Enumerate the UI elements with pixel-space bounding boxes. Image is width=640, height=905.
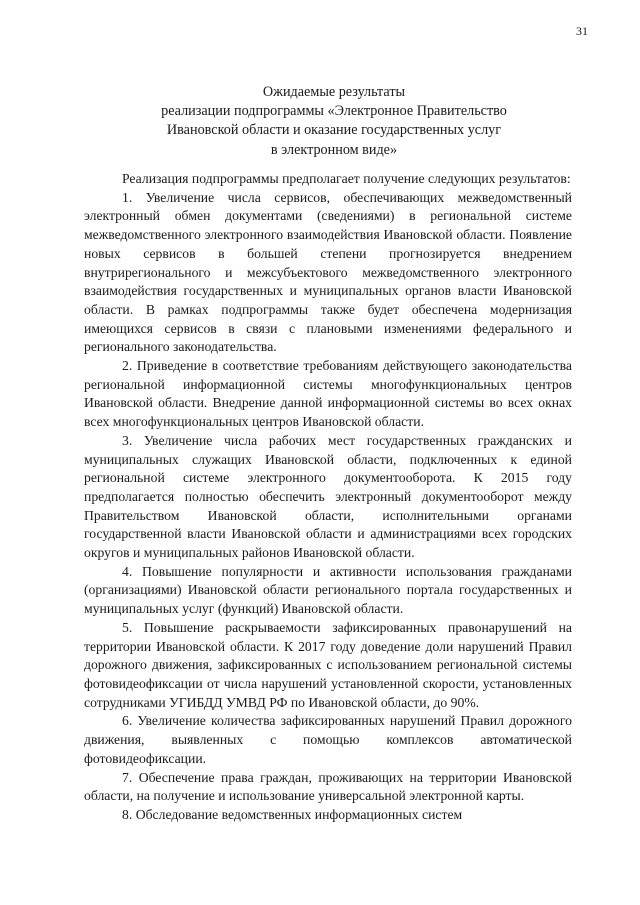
title-line-2: реализации подпрограммы «Электронное Правительство [161,103,507,120]
paragraph-item-8: 8. Обследование ведомственных информационных систем [122,806,463,822]
paragraph-item-3: 3. Увеличение числа рабочих мест государственных гражданских и муниципальных служащих Ивановской области, подключенных к единой региональной системе электронного документооборота. К 2015 году предполагается полностью обеспечить электронный документооборот между Правительством Ивановской области, исполнительными органами государственной власти Ивановской области и администрациями всех городских округов и муниципальных районов Ивановской области. [84,432,572,561]
paragraph-item-7: 7. Обеспечение права граждан, проживающих на территории Ивановской области, на получение и использование универсальной электронной карты. [84,769,572,804]
title-line-1: Ожидаемые результаты [262,84,406,100]
paragraph-item-1: 1. Увеличение числа сервисов, обеспечивающих межведомственный электронный обмен документами (сведениями) в региональной системе межведомственного электронного взаимодействия Ивановской области. Появление новых сервисов в большей степени прогнозируется внедрением внутрирегионального и межсубъектового межведомственного электронного взаимодействия государственных и муниципальных органов власти Ивановской области. В рамках подпрограммы также будет обеспечена модернизация имеющихся сервисов в связи с плановыми изменениями федерального и регионального законодательства. [84,189,572,355]
title-line-4: в электронном виде» [270,141,398,158]
document-body [84,170,572,825]
paragraph-item-6: 6. Увеличение количества зафиксированных нарушений Правил дорожного движения, выявленных с помощью комплексов автоматической фотовидеофиксации. [84,713,572,766]
paragraph-item-2: 2. Приведение в соответствие требованиям действующего законодательства региональной информационной системы многофункциональных центров Ивановской области. Внедрение данной информационной системы во всех окнах всех многофункциональных центров Ивановской области. [84,358,572,430]
page-number: 31 [576,24,588,38]
section-title [96,83,572,160]
paragraph-intro: Реализация подпрограммы предполагает получение следующих результатов: [122,171,571,186]
title-line-3: Ивановской области и оказание государственных услуг [166,122,502,139]
paragraph-item-4: 4. Повышение популярности и активности использования гражданами (организациями) Ивановской области регионального портала государственных и муниципальных услуг (функций) Ивановской области. [84,563,572,617]
paragraph-item-5: 5. Повышение раскрываемости зафиксированных правонарушений на территории Ивановской области. К 2017 году доведение доли нарушений Правил дорожного движения, зафиксированных с использованием региональной системы фотовидеофиксации от числа нарушений установленной скорости, установленных сотрудниками УГИБДД УМВД РФ по Ивановской области, до 90%. [84,619,572,710]
